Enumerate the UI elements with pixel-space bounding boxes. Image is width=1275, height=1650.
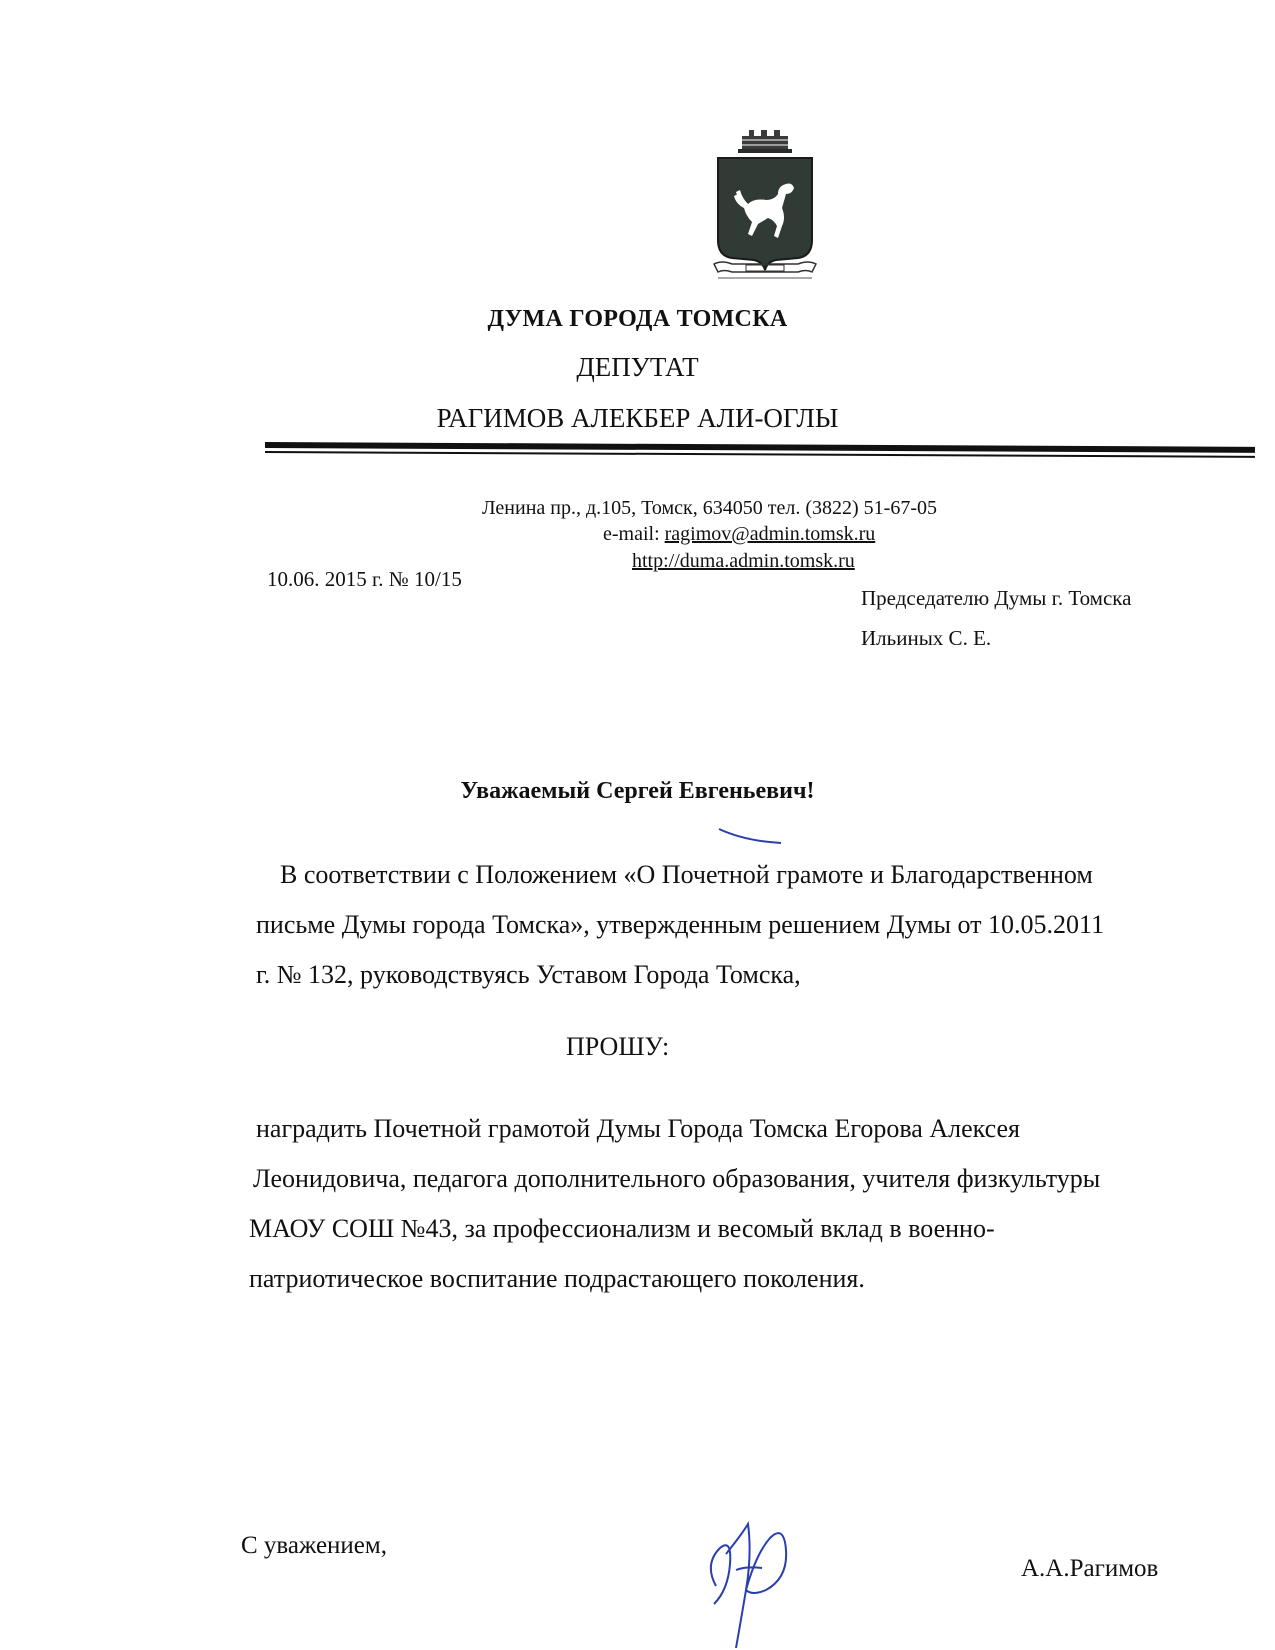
body-line: письме Думы города Томска», утвержденным решением Думы от 10.05.2011	[256, 910, 1105, 939]
coat-of-arms-icon	[712, 128, 818, 288]
request-heading: ПРОШУ:	[566, 1032, 670, 1061]
pen-mark-icon	[715, 823, 785, 849]
recipient-name: Ильиных С. Е.	[861, 626, 992, 650]
signer-name: А.А.Рагимов	[1021, 1555, 1159, 1582]
body-line: В соответствии с Положением «О Почетной грамоте и Благодарственном	[280, 860, 1093, 889]
address-line: Ленина пр., д.105, Томск, 634050 тел. (3822) 51-67-05	[482, 497, 937, 519]
recipient-position: Председателю Думы г. Томска	[861, 586, 1132, 610]
signature-icon	[686, 1494, 806, 1650]
deputy-title: ДЕПУТАТ	[576, 352, 699, 382]
request-line: Леонидовича, педагога дополнительного образования, учителя физкультуры	[253, 1164, 1101, 1193]
request-line: наградить Почетной грамотой Думы Города Томска Егорова Алексея	[256, 1114, 1020, 1143]
organization-name: ДУМА ГОРОДА ТОМСКА	[487, 306, 788, 332]
request-line: МАОУ СОШ №43, за профессионализм и весомый вклад в военно-	[249, 1214, 995, 1243]
deputy-name: РАГИМОВ АЛЕКБЕР АЛИ-ОГЛЫ	[436, 403, 839, 433]
website-link[interactable]: http://duma.admin.tomsk.ru	[632, 550, 855, 572]
request-line: патриотическое воспитание подрастающего поколения.	[249, 1264, 865, 1293]
email-link[interactable]: ragimov@admin.tomsk.ru	[664, 523, 876, 545]
greeting: Уважаемый Сергей Евгеньевич!	[460, 778, 815, 804]
email-label: e-mail:	[603, 523, 660, 545]
email-line	[603, 523, 875, 546]
letter-date-number: 10.06. 2015 г. № 10/15	[267, 567, 462, 591]
closing-phrase: С уважением,	[241, 1532, 387, 1559]
body-line: г. № 132, руководствуясь Уставом Города Томска,	[256, 960, 801, 989]
